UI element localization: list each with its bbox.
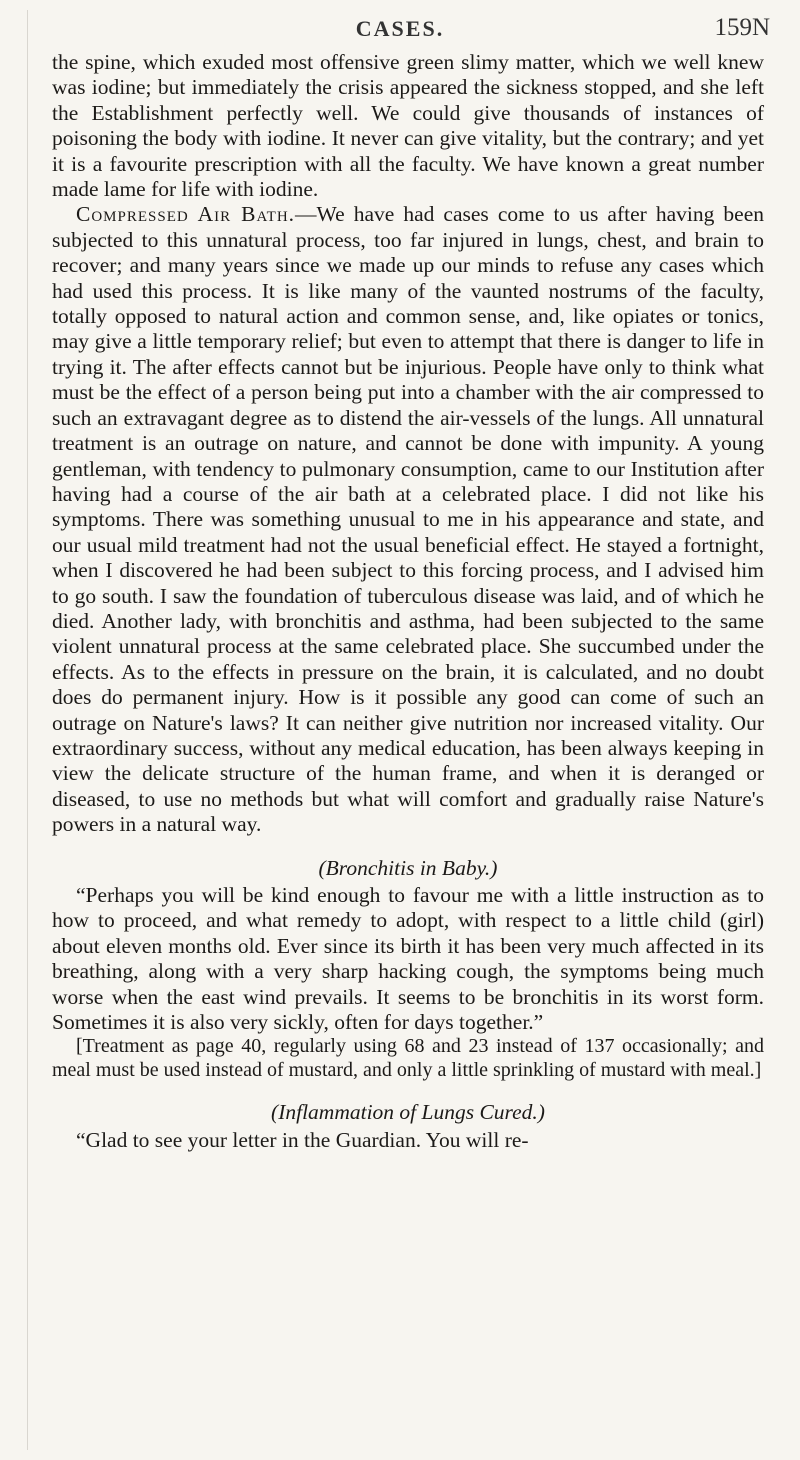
letter-quote-inflammation: “Glad to see your letter in the Guardian. You will re- bbox=[76, 1127, 529, 1152]
paragraph-compressed-air-bath bbox=[52, 202, 764, 837]
case-heading-bronchitis-in-baby: (Bronchitis in Baby.) bbox=[318, 855, 498, 880]
running-title: CASES. bbox=[355, 16, 445, 41]
letter-quote-bronchitis: “Perhaps you will be kind enough to favour me with a little instruction as to how to proceed, and what remedy to adopt, with respect to a little child (girl) about eleven months old. Ever since its birth it has been very much affected in its breathing, along with a very sharp hacking cough, the symptoms being much worse when the east wind prevails. It seems to be bronchitis in its worst form. Sometimes it is also very sickly, often for days together.” bbox=[52, 883, 764, 1035]
case-heading-inflammation-of-lungs: (Inflammation of Lungs Cured.) bbox=[271, 1100, 545, 1125]
paragraph-iodine: the spine, which exuded most offensive green slimy matter, which we well knew was iodine; but immediately the crisis appeared the sickness stopped, and she left the Establishment perfectly well. We could give thousands of instances of poisoning the body with iodine. It never can give vitality, but the contrary; and yet it is a favourite prescription with all the faculty. We have known a great number made lame for life with iodine. bbox=[52, 50, 764, 202]
section-heading-compressed-air-bath: Compressed Air Bath. bbox=[76, 202, 296, 227]
page-body bbox=[52, 50, 764, 1153]
paragraph-compressed-air-bath-text: —We have had cases come to us after having been subjected to this unnatural process, too far injured in lungs, chest, and brain to recover; and many years since we made up our minds to refuse any cases which had used this process. It is like many of the vaunted nostrums of the faculty, totally opposed to natural action and common sense, and, like opiates or tonics, may give a little temporary relief; but even to attempt that there is danger to life in trying it. The after effects cannot but be injurious. People have only to think what must be the effect of a person being put into a chamber with the air compressed to such an extravagant degree as to distend the air-vessels of the lungs. All unnatural treatment is an outrage on nature, and cannot be done with impunity. A young gentleman, with tendency to pulmonary consumption, came to our Institution after having had a course of the air bath at a celebrated place. I did not like his symptoms. There was something unusual to me in his appearance and state, and our usual mild treatment had not the usual beneficial effect. He stayed a fortnight, when I discovered he had been subject to this forcing process, and I advised him to go south. I saw the foundation of tuberculous disease was laid, and of which he died. Another lady, with bronchitis and asthma, had been subjected to the same violent unnatural process at the same celebrated place. She succumbed under the effects. As to the effects in pressure on the brain, it is calculated, and no doubt does do permanent injury. How is it possible any good can come of such an outrage on Nature's laws? It can neither give nutrition nor increased vitality. Our extraordinary success, without any medical education, has been always keeping in view the delicate structure of the human frame, and when it is deranged or diseased, to use no methods but what will comfort and gradually raise Nature's powers in a natural way. bbox=[52, 202, 764, 837]
page-edge-rule bbox=[27, 10, 28, 1450]
running-head bbox=[0, 6, 800, 50]
page-number: 159N bbox=[714, 14, 770, 41]
treatment-note: [Treatment as page 40, regularly using 68 and 23 instead of 137 occasionally; and meal must be used instead of mustard, and only a little sprinkling of mustard with meal.] bbox=[52, 1035, 764, 1081]
